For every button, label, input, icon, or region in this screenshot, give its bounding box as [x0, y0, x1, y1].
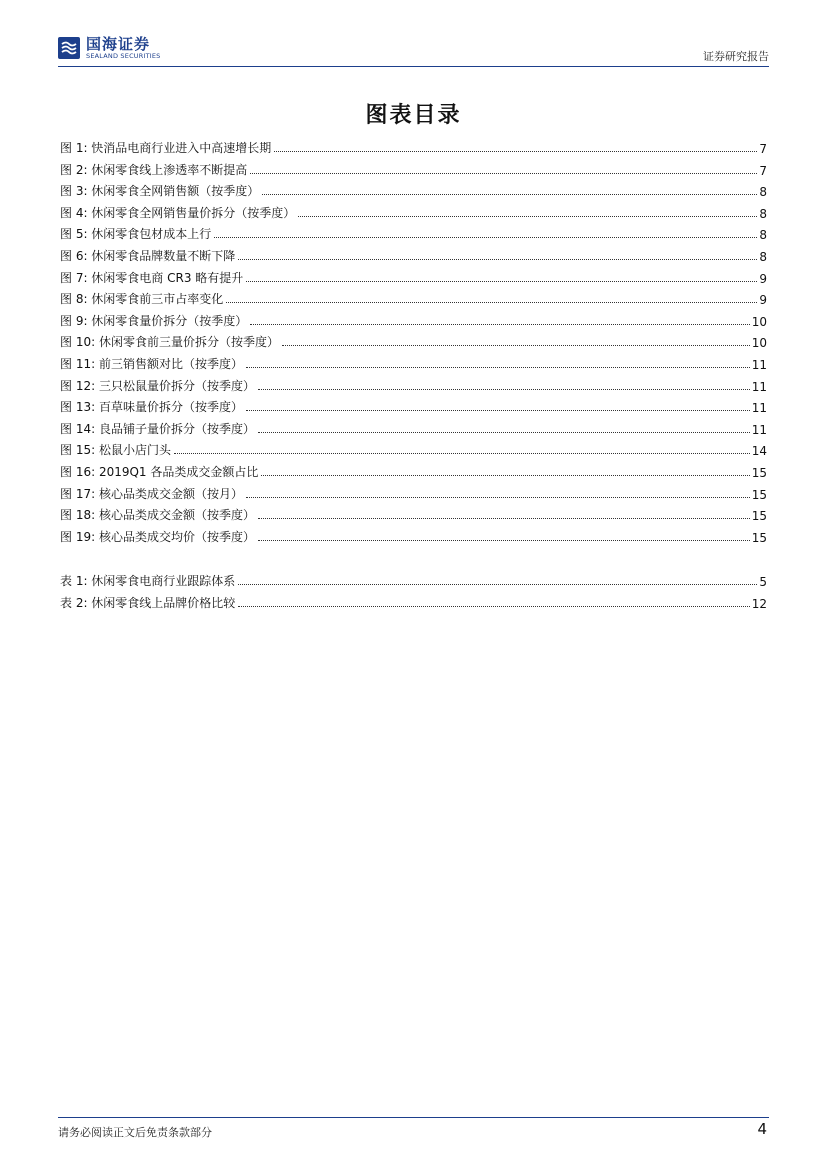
toc-entry-page: 8	[759, 185, 767, 200]
toc-leader-dots	[250, 173, 757, 174]
toc-entry-page: 15	[751, 509, 767, 524]
toc-entry[interactable]	[60, 569, 767, 589]
toc-entry-page: 9	[759, 293, 767, 308]
toc-entry[interactable]	[60, 482, 767, 502]
toc-entry-label: 图 15: 松鼠小店门头	[60, 443, 171, 458]
toc-leader-dots	[246, 410, 750, 411]
toc-entry-label: 图 4: 休闲零食全网销售量价拆分（按季度）	[60, 205, 296, 220]
header-divider	[58, 66, 769, 67]
toc-entry-label: 表 2: 休闲零食线上品牌价格比较	[60, 596, 236, 610]
toc-entry-label: 图 7: 休闲零食电商 CR3 略有提升	[60, 270, 244, 285]
toc-entry-page: 8	[759, 228, 767, 243]
toc-leader-dots	[238, 584, 757, 585]
toc-entry-label: 图 16: 2019Q1 各品类成交金额占比	[60, 465, 259, 479]
toc-entry-label: 图 17: 核心品类成交金额（按月）	[60, 486, 243, 501]
toc-entry[interactable]	[60, 179, 767, 199]
toc-leader-dots	[214, 237, 757, 238]
toc-entry-page: 8	[759, 250, 767, 264]
toc-leader-dots	[174, 453, 750, 454]
toc-entry[interactable]	[60, 417, 767, 437]
toc-leader-dots	[258, 518, 750, 519]
toc-leader-dots	[246, 281, 757, 282]
toc-leader-dots	[258, 540, 750, 541]
toc-entry-page: 11	[751, 358, 767, 372]
toc-entry-label: 图 11: 前三销售额对比（按季度）	[60, 357, 243, 371]
toc-entry-page: 11	[751, 422, 767, 437]
toc-leader-dots	[246, 497, 750, 498]
toc-entry[interactable]	[60, 330, 767, 350]
logo-chinese-name: 国海证券	[86, 35, 151, 53]
toc-entry[interactable]	[60, 136, 767, 156]
toc-entry[interactable]	[60, 591, 767, 611]
toc-entry-label: 图 8: 休闲零食前三市占率变化	[60, 292, 224, 307]
toc-leader-dots	[226, 302, 757, 303]
toc-leader-dots	[238, 259, 757, 260]
page-title: 图表目录	[365, 102, 462, 128]
toc-leader-dots	[298, 216, 757, 217]
toc-entry-page: 7	[759, 163, 767, 178]
toc-entry[interactable]	[60, 244, 767, 264]
toc-entry[interactable]	[60, 222, 767, 242]
toc-entry-page: 11	[751, 401, 767, 416]
page-header	[58, 34, 769, 66]
page-number: 4	[757, 1120, 767, 1138]
company-logo	[58, 36, 161, 60]
toc-entry-label: 表 1: 休闲零食电商行业跟踪体系	[60, 574, 236, 588]
toc-leader-dots	[261, 475, 749, 476]
toc-entry-label: 图 5: 休闲零食包材成本上行	[60, 227, 212, 242]
toc-entry-label: 图 14: 良品铺子量价拆分（按季度）	[60, 421, 255, 436]
toc-leader-dots	[238, 606, 749, 607]
toc-entry-label: 图 19: 核心品类成交均价（按季度）	[60, 529, 255, 544]
toc-entry-page: 9	[759, 271, 767, 286]
toc-entry-label: 图 2: 休闲零食线上渗透率不断提高	[60, 162, 248, 177]
toc-entry-page: 8	[759, 206, 767, 221]
toc-entry-page: 7	[759, 142, 767, 156]
toc-entry[interactable]	[60, 201, 767, 221]
report-type-label: 证券研究报告	[703, 50, 769, 63]
toc-entry-page: 12	[751, 597, 767, 611]
toc-leader-dots	[282, 345, 750, 346]
toc-entry-label: 图 9: 休闲零食量价拆分（按季度）	[60, 313, 248, 328]
toc-entry-label: 图 3: 休闲零食全网销售额（按季度）	[60, 184, 260, 199]
toc-leader-dots	[274, 151, 757, 152]
toc-entry-label: 图 6: 休闲零食品牌数量不断下降	[60, 249, 236, 263]
toc-entry-page: 10	[751, 314, 767, 329]
disclaimer-note: 请务必阅读正文后免责条款部分	[58, 1126, 212, 1139]
toc-entry[interactable]	[60, 503, 767, 523]
logo-english-name: SEALAND SECURITIES	[86, 52, 161, 60]
toc-entry[interactable]	[60, 158, 767, 178]
toc-entry-label: 图 1: 快消品电商行业进入中高速增长期	[60, 141, 272, 155]
toc-entry[interactable]	[60, 287, 767, 307]
toc-entry-label: 图 12: 三只松鼠量价拆分（按季度）	[60, 378, 255, 393]
toc-entry[interactable]	[60, 460, 767, 480]
toc-entry[interactable]	[60, 309, 767, 329]
toc-leader-dots	[262, 194, 757, 195]
sealand-logo-icon	[58, 37, 80, 59]
toc-entry-label: 图 10: 休闲零食前三量价拆分（按季度）	[60, 335, 279, 350]
toc-entry[interactable]	[60, 438, 767, 458]
toc-entry-page: 5	[759, 575, 767, 589]
toc-entry[interactable]	[60, 266, 767, 286]
toc-entry[interactable]	[60, 395, 767, 415]
toc-entry[interactable]	[60, 525, 767, 545]
footer-divider	[58, 1117, 769, 1118]
toc-leader-dots	[258, 432, 750, 433]
toc-leader-dots	[250, 324, 749, 325]
toc-entry[interactable]	[60, 352, 767, 372]
toc-leader-dots	[246, 367, 750, 368]
toc-entry-page: 15	[751, 487, 767, 502]
toc-entry-page: 15	[751, 530, 767, 545]
toc-entry-page: 10	[751, 336, 767, 351]
toc-entry[interactable]	[60, 374, 767, 394]
toc-entry-page: 11	[751, 379, 767, 394]
toc-entry-label: 图 18: 核心品类成交金额（按季度）	[60, 508, 255, 523]
toc-entry-page: 14	[751, 444, 767, 459]
toc-entry-page: 15	[751, 466, 767, 480]
toc-leader-dots	[258, 389, 750, 390]
toc-entry-label: 图 13: 百草味量价拆分（按季度）	[60, 400, 243, 415]
